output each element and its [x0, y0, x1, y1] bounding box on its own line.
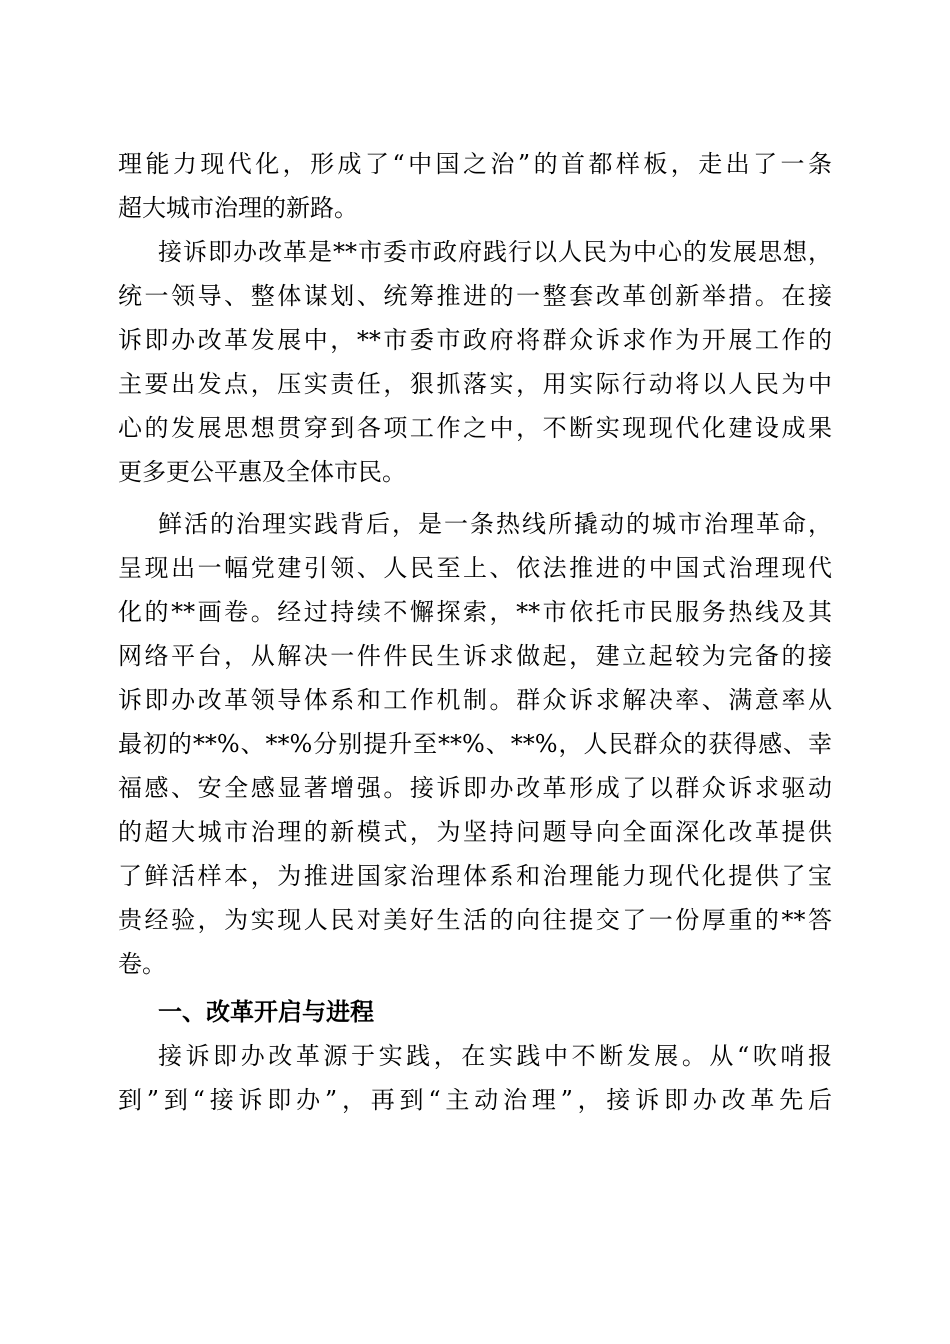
paragraph-line: 超大城市治理的新路。 [118, 194, 358, 222]
paragraph-line: 鲜活的治理实践背后，是一条热线所撬动的城市治理革命， [158, 510, 832, 538]
paragraph-line: 接诉即办改革源于实践，在实践中不断发展。从“吹哨报 [158, 1042, 832, 1070]
paragraph-line: 更多更公平惠及全体市民。 [118, 458, 406, 486]
paragraph-line: 呈现出一幅党建引领、人民至上、依法推进的中国式治理现代 [118, 554, 832, 582]
paragraph-line: 最初的**%、**%分别提升至**%、**%，人民群众的获得感、幸 [118, 730, 832, 758]
paragraph-line: 了鲜活样本，为推进国家治理体系和治理能力现代化提供了宝 [118, 862, 832, 890]
paragraph-line: 心的发展思想贯穿到各项工作之中，不断实现现代化建设成果 [118, 414, 832, 442]
paragraph-line: 的超大城市治理的新模式，为坚持问题导向全面深化改革提供 [118, 818, 832, 846]
paragraph-line: 诉即办改革发展中，**市委市政府将群众诉求作为开展工作的 [118, 326, 832, 354]
paragraph-line: 卷。 [118, 950, 166, 978]
paragraph-line: 理能力现代化，形成了“中国之治”的首都样板，走出了一条 [118, 150, 832, 178]
paragraph-line: 贵经验，为实现人民对美好生活的向往提交了一份厚重的**答 [118, 906, 832, 934]
paragraph-line: 网络平台，从解决一件件民生诉求做起，建立起较为完备的接 [118, 642, 832, 670]
paragraph-line: 诉即办改革领导体系和工作机制。群众诉求解决率、满意率从 [118, 686, 832, 714]
section-heading: 一、改革开启与进程 [158, 998, 374, 1026]
paragraph-line: 福感、安全感显著增强。接诉即办改革形成了以群众诉求驱动 [118, 774, 832, 802]
paragraph-line: 统一领导、整体谋划、统筹推进的一整套改革创新举措。在接 [118, 282, 832, 310]
paragraph-line: 化的**画卷。经过持续不懈探索，**市依托市民服务热线及其 [118, 598, 832, 626]
paragraph-line: 到”到“接诉即办”，再到“主动治理”，接诉即办改革先后 [118, 1086, 832, 1114]
paragraph-line: 主要出发点，压实责任，狠抓落实，用实际行动将以人民为中 [118, 370, 832, 398]
paragraph-line: 接诉即办改革是**市委市政府践行以人民为中心的发展思想， [158, 238, 832, 266]
